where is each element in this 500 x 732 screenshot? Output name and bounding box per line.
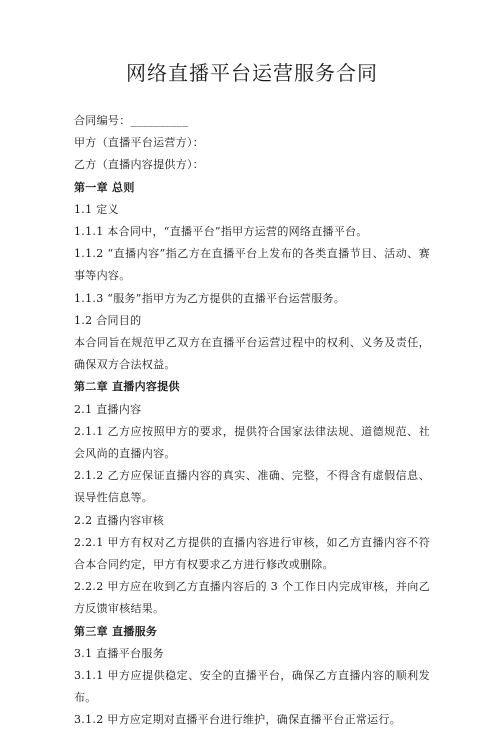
- clause-3-1-2: 3.1.2 甲方应定期对直播平台进行维护，确保直播平台正常运行。: [74, 713, 402, 727]
- chapter-1-heading: 第一章 总则: [74, 180, 135, 194]
- clause-1-1-1: 1.1.1 本合同中，“直播平台”指甲方运营的网络直播平台。: [74, 225, 368, 239]
- chapter-3-heading: 第三章 直播服务: [74, 624, 158, 638]
- clause-2-2-1: 2.2.1 甲方有权对乙方提供的直播内容进行审核，如乙方直播内容不符合本合同约定，甲方有权要求乙方进行修改或删除。: [74, 535, 430, 572]
- clause-1-1-3: 1.1.3 “服务”指甲方为乙方提供的直播平台运营服务。: [74, 291, 346, 305]
- party-a-line: 甲方（直播平台运营方）：: [74, 136, 205, 150]
- section-2-2-heading: 2.2 直播内容审核: [74, 513, 164, 527]
- chapter-2-heading: 第二章 直播内容提供: [74, 380, 180, 394]
- clause-3-1-1: 3.1.1 甲方应提供稳定、安全的直播平台，确保乙方直播内容的顺利发布。: [74, 669, 430, 705]
- clause-1-1-2: 1.1.2 “直播内容”指乙方在直播平台上发布的各类直播节目、活动、赛事等内容。: [74, 247, 430, 283]
- clause-1-2-text: 本合同旨在规范甲乙双方在直播平台运营过程中的权利、义务及责任，确保双方合法权益。: [74, 336, 430, 372]
- contract-number: 合同编号：__________: [74, 114, 189, 127]
- section-3-1-heading: 3.1 直播平台服务: [74, 646, 164, 660]
- clause-2-1-2: 2.1.2 乙方应保证直播内容的真实、准确、完整，不得含有虚假信息、误导性信息等。: [74, 469, 430, 505]
- section-1-1-heading: 1.1 定义: [74, 202, 119, 216]
- clause-2-2-2: 2.2.2 甲方应在收到乙方直播内容后的 3 个工作日内完成审核，并向乙方反馈审核结果。: [74, 580, 430, 616]
- document-title: 网络直播平台运营服务合同: [126, 61, 378, 85]
- section-2-1-heading: 2.1 直播内容: [74, 402, 142, 416]
- party-b-line: 乙方（直播内容提供方）：: [74, 158, 205, 172]
- clause-2-1-1: 2.1.1 乙方应按照甲方的要求，提供符合国家法律法规、道德规范、社会风尚的直播内容。: [74, 424, 430, 461]
- section-1-2-heading: 1.2 合同目的: [74, 313, 142, 327]
